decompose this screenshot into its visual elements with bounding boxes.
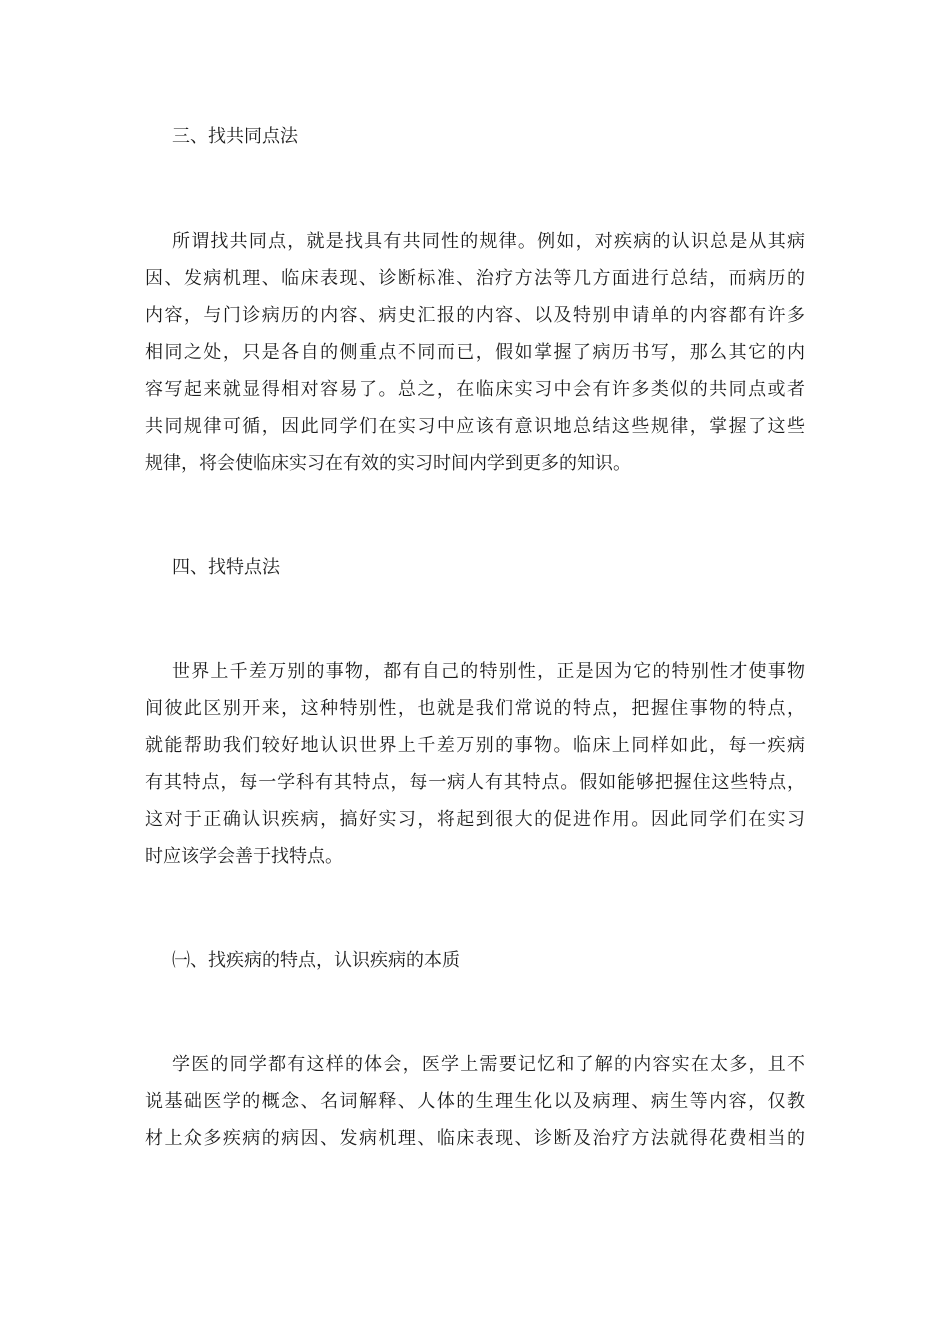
text-line: 因、发病机理、临床表现、诊断标准、治疗方法等几方面进行总结，而病历的 (145, 268, 805, 289)
text-line: 世界上千差万别的事物，都有自己的特别性，正是因为它的特别性才使事物 (172, 661, 805, 682)
text-line: 时应该学会善于找特点。 (145, 846, 343, 867)
text-line: 有其特点，每一学科有其特点，每一病人有其特点。假如能够把握住这些特点， (145, 772, 805, 793)
text-line: 材上众多疾病的病因、发病机理、临床表现、诊断及治疗方法就得花费相当的 (145, 1128, 805, 1149)
text-line: 所谓找共同点，就是找具有共同性的规律。例如，对疾病的认识总是从其病 (172, 231, 805, 252)
text-line: 间彼此区别开来，这种特别性，也就是我们常说的特点，把握住事物的特点， (145, 698, 805, 719)
text-line: 就能帮助我们较好地认识世界上千差万别的事物。临床上同样如此，每一疾病 (145, 735, 805, 756)
subsection-heading-4-1: ㈠、找疾病的特点，认识疾病的本质 (172, 950, 460, 971)
text-line: 相同之处，只是各自的侧重点不同而已，假如掌握了病历书写，那么其它的内 (145, 342, 805, 363)
text-line: 学医的同学都有这样的体会，医学上需要记忆和了解的内容实在太多，且不 (172, 1054, 805, 1075)
text-line: 这对于正确认识疾病，搞好实习，将起到很大的促进作用。因此同学们在实习 (145, 809, 805, 830)
text-line: 共同规律可循，因此同学们在实习中应该有意识地总结这些规律，掌握了这些 (145, 416, 805, 437)
text-line: 容写起来就显得相对容易了。总之，在临床实习中会有许多类似的共同点或者 (145, 379, 805, 400)
text-line: 内容，与门诊病历的内容、病史汇报的内容、以及特别申请单的内容都有许多 (145, 305, 805, 326)
section-heading-4: 四、找特点法 (172, 557, 280, 578)
section-heading-3: 三、找共同点法 (172, 126, 298, 147)
text-line: 规律，将会使临床实习在有效的实习时间内学到更多的知识。 (145, 453, 631, 474)
text-line: 说基础医学的概念、名词解释、人体的生理生化以及病理、病生等内容，仅教 (145, 1091, 805, 1112)
